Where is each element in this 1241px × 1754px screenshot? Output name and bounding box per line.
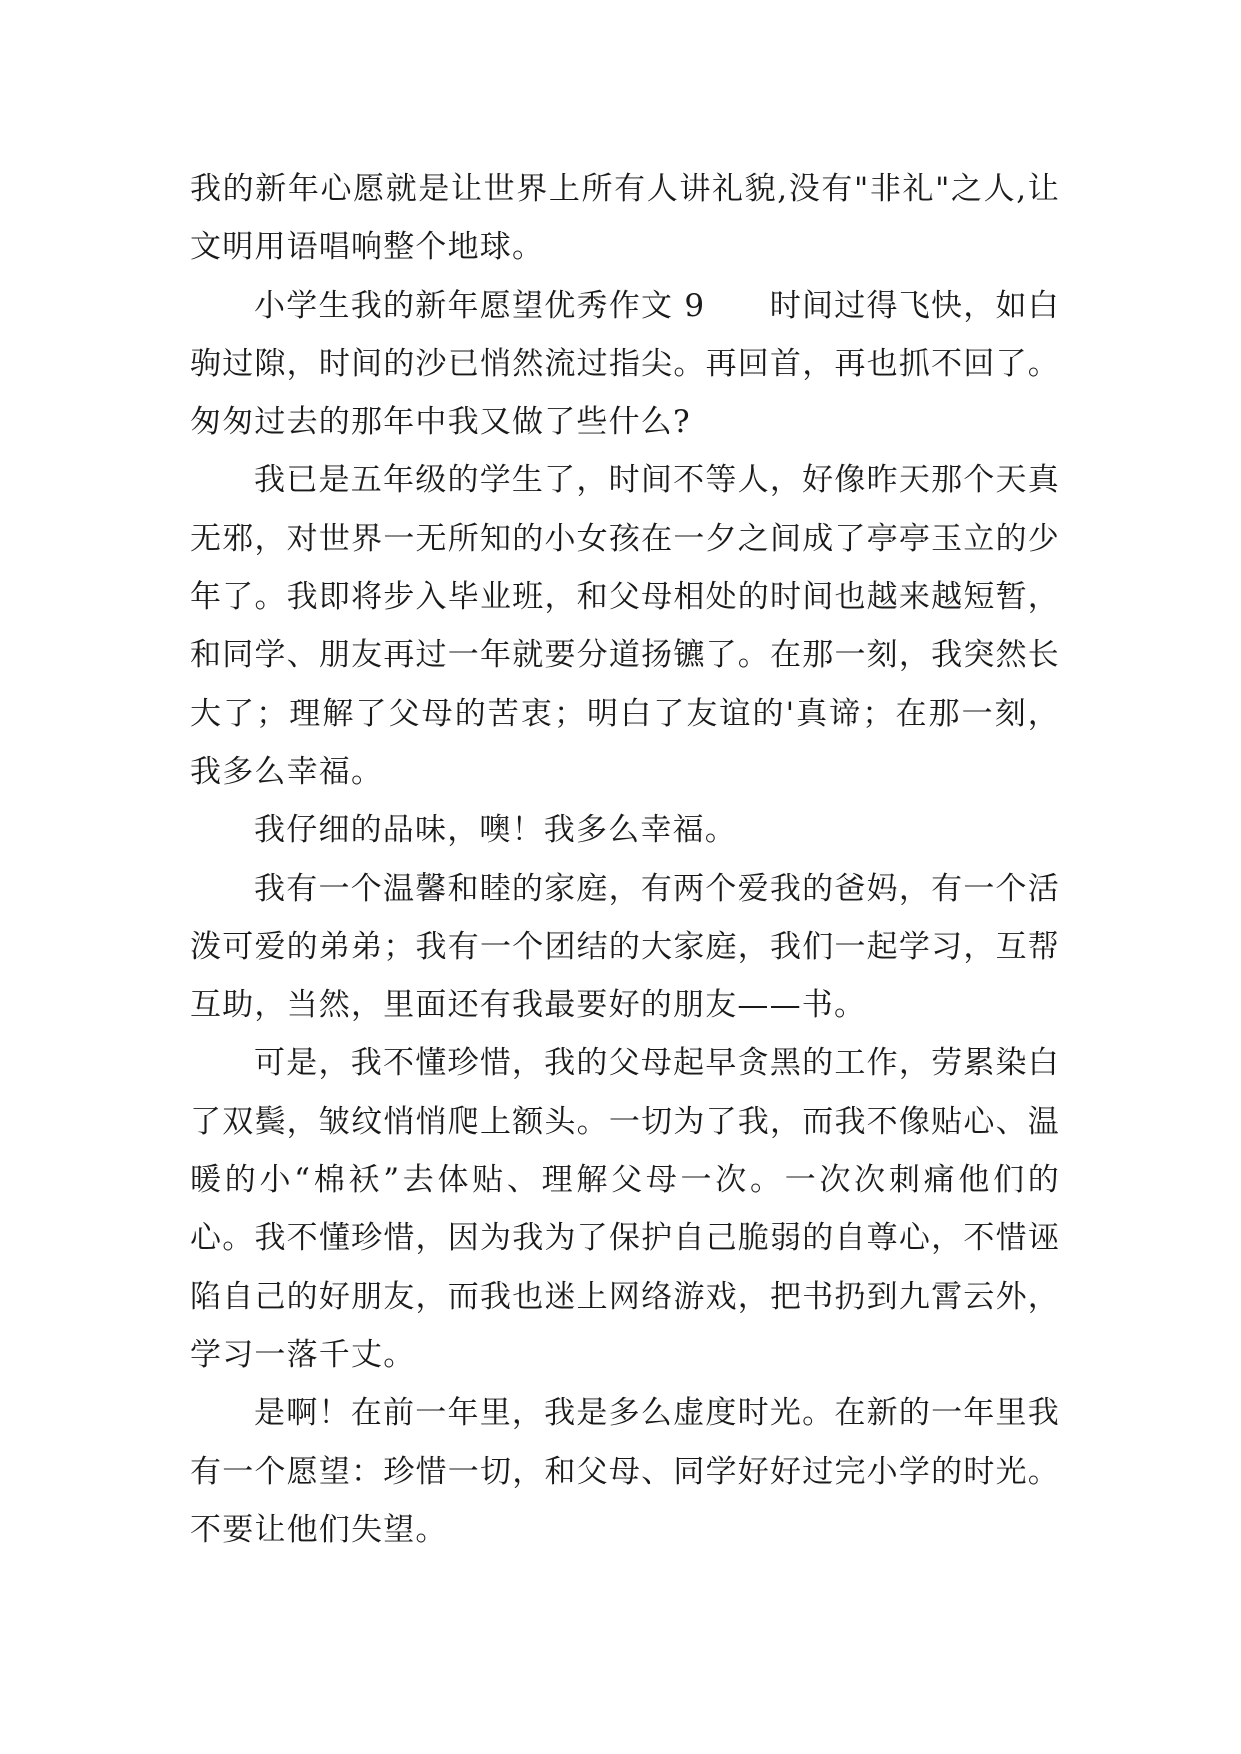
document-body bbox=[190, 160, 1060, 1559]
paragraph-4: 我仔细的品味，噢！我多么幸福。 bbox=[254, 812, 737, 849]
paragraph-1: 我的新年心愿就是让世界上所有人讲礼貌,没有"非礼"之人,让文明用语唱响整个地球。 bbox=[190, 171, 1060, 266]
paragraph-6: 可是，我不懂珍惜，我的父母起早贪黑的工作，劳累染白了双鬓，皱纹悄悄爬上额头。一切为了我，而我不像贴心、温暖的小“棉袄”去体贴、理解父母一次。一次次刺痛他们的心。我不懂珍惜，因为我为了保护自己脆弱的自尊心，不惜诬陷自己的好朋友，而我也迷上网络游戏，把书扔到九霄云外，学习一落千丈。 bbox=[190, 1045, 1060, 1373]
paragraph-7: 是啊！在前一年里，我是多么虚度时光。在新的一年里我有一个愿望：珍惜一切，和父母、同学好好过完小学的时光。不要让他们失望。 bbox=[190, 1395, 1060, 1548]
paragraph-5: 我有一个温馨和睦的家庭，有两个爱我的爸妈，有一个活泼可爱的弟弟；我有一个团结的大家庭，我们一起学习，互帮互助，当然，里面还有我最要好的朋友——书。 bbox=[190, 870, 1060, 1024]
paragraph-3: 我已是五年级的学生了，时间不等人，好像昨天那个天真无邪，对世界一无所知的小女孩在一夕之间成了亭亭玉立的少年了。我即将步入毕业班，和父母相处的时间也越来越短暂，和同学、朋友再过一年就要分道扬镳了。在那一刻，我突然长大了；理解了父母的苦衷；明白了友谊的'真谛；在那一刻，我多么幸福。 bbox=[190, 462, 1060, 790]
paragraph-2: 小学生我的新年愿望优秀作文 9 时间过得飞快，如白驹过隙，时间的沙已悄然流过指尖。再回首，再也抓不回了。匆匆过去的那年中我又做了些什么? bbox=[190, 287, 1060, 441]
